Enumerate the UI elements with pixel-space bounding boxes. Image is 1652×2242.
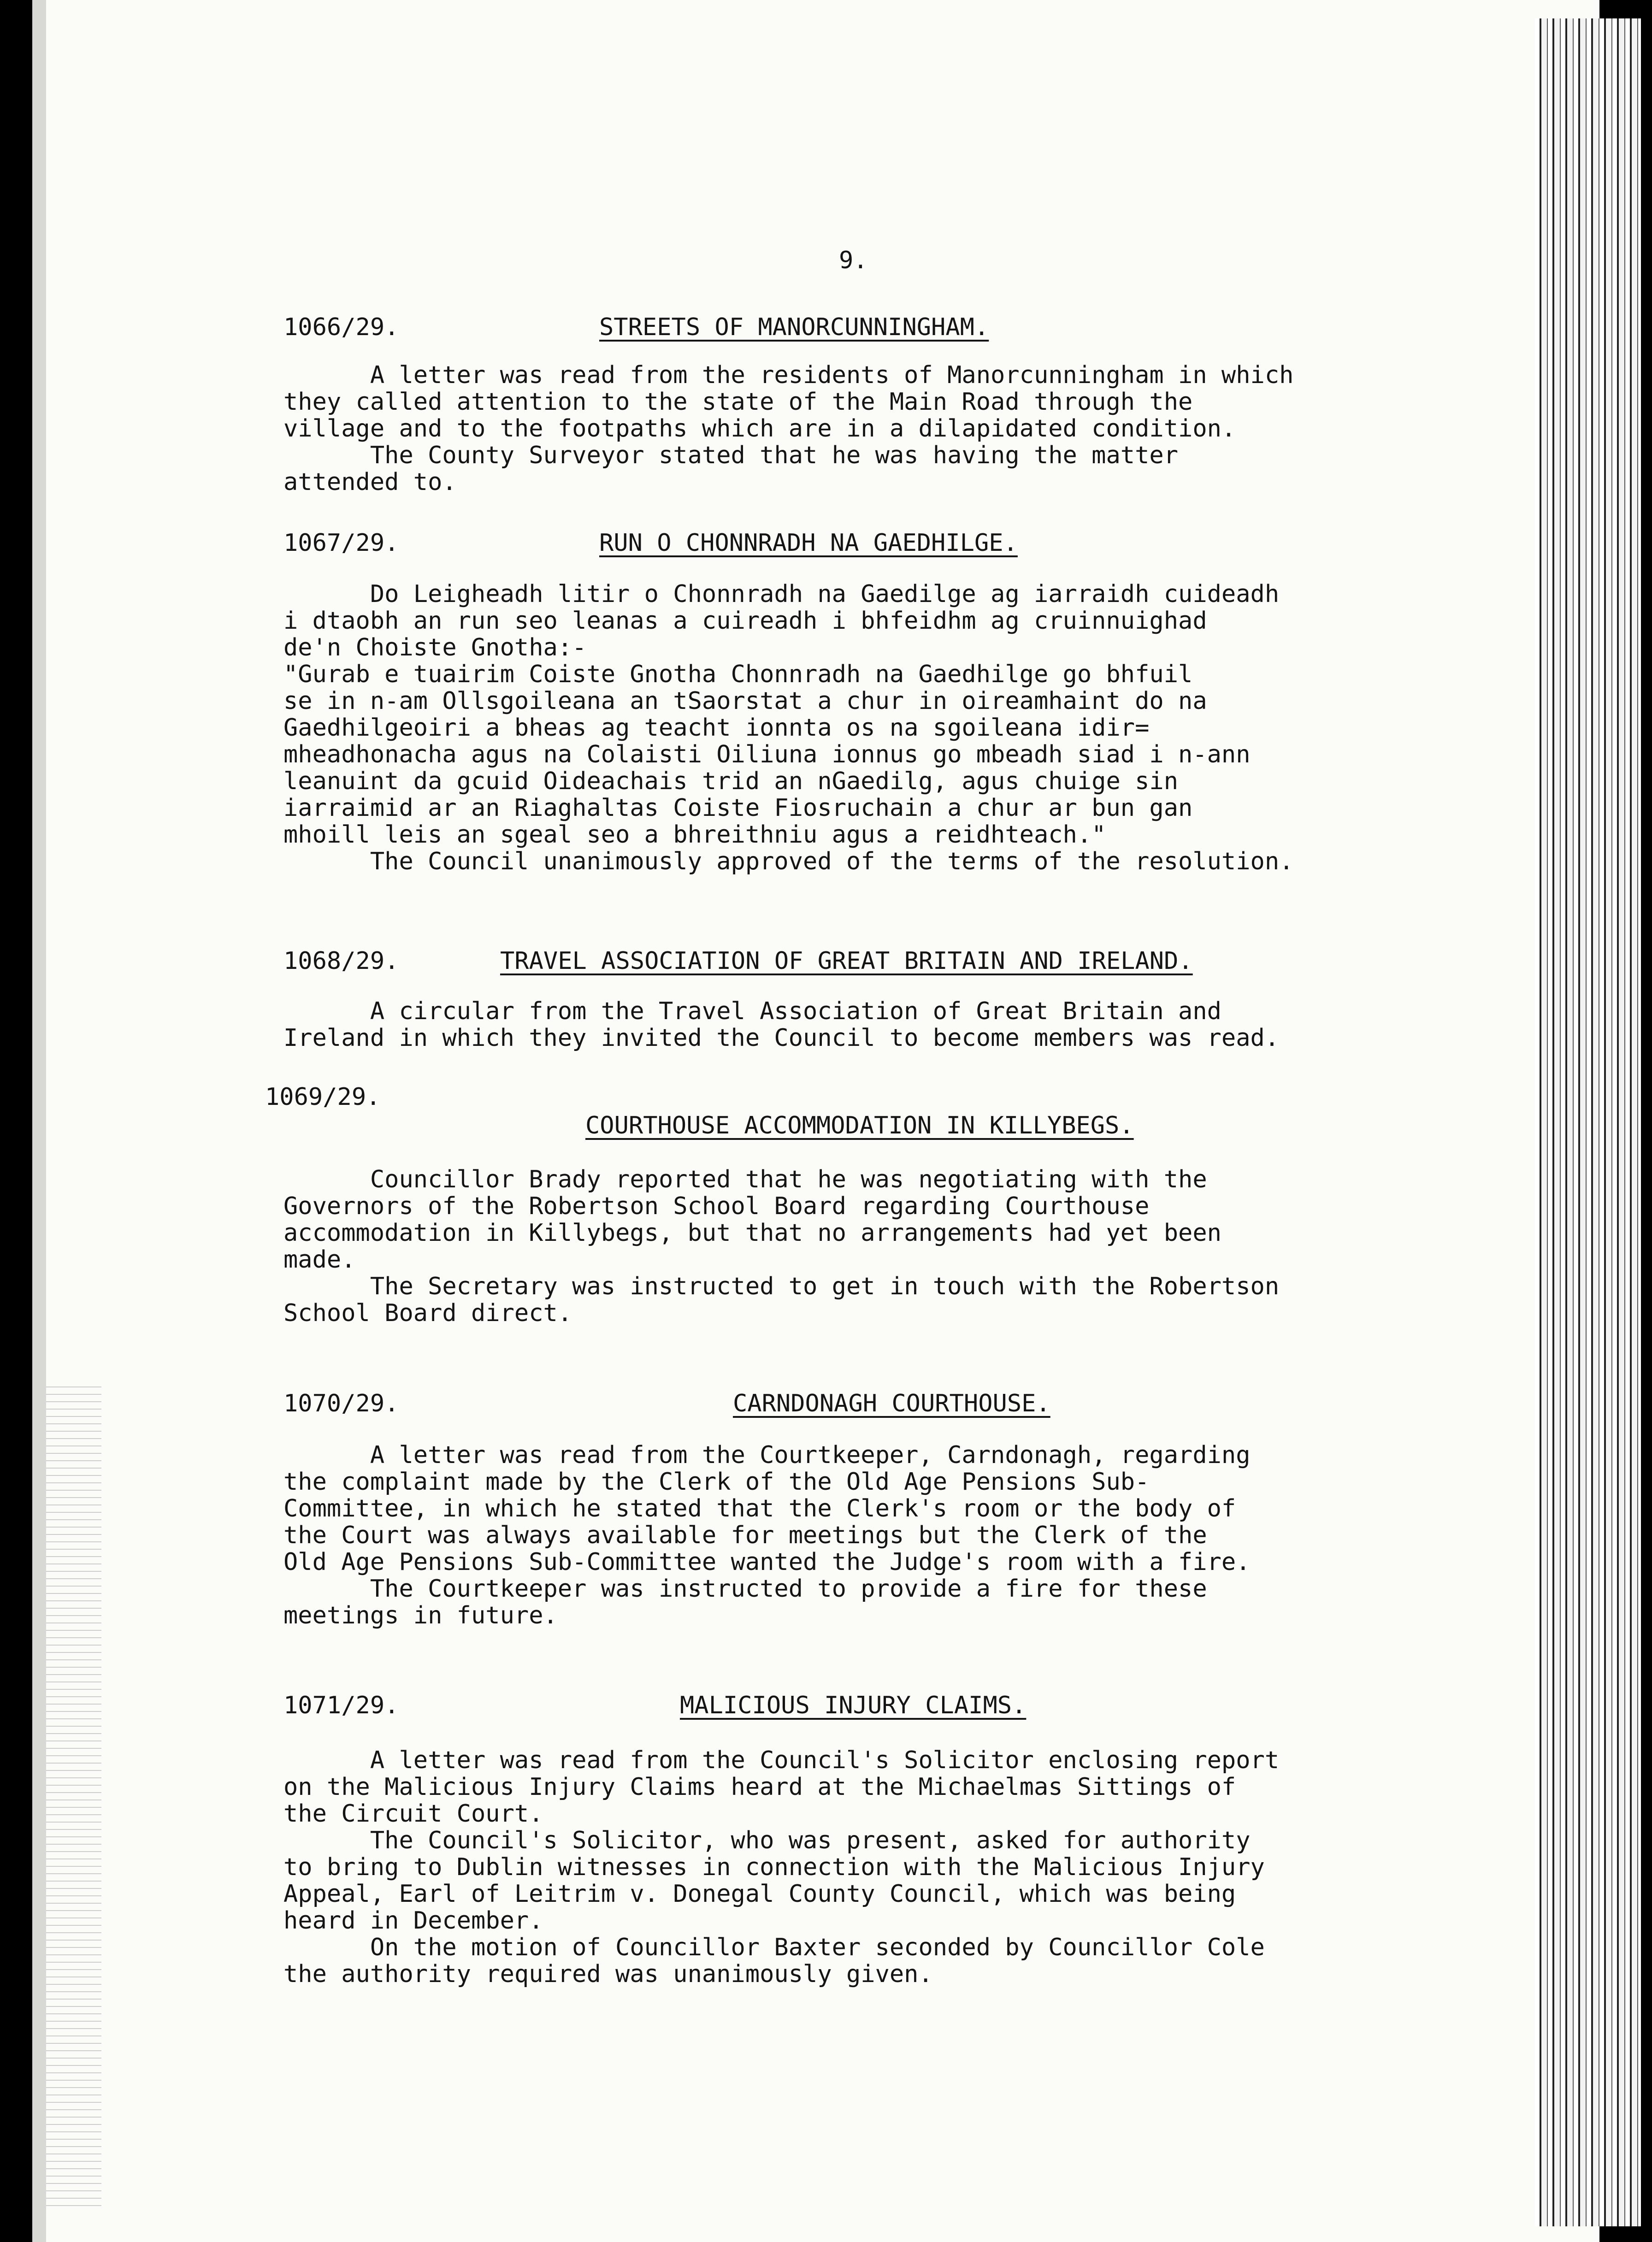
minute-ref: 1070/29. — [283, 1390, 399, 1417]
minute-heading: RUN O CHONNRADH NA GAEDHILGE. — [599, 529, 1018, 557]
minute-paragraph: Councillor Brady reported that he was negotiating with the Governors of the Robertson School Board regarding Courthouse accommodation in Killybegs, but that no arrangements had yet been made. The Secretary was instructed to get in touch with the Robertson School Board direct. — [283, 1166, 1280, 1327]
minute-ref: 1067/29. — [283, 529, 399, 557]
page-number: 9. — [839, 247, 868, 274]
minute-paragraph: A circular from the Travel Association of Great Britain and Ireland in which they invited the Council to become members was read. — [283, 997, 1280, 1052]
minute-paragraph: Do Leigheadh litir o Chonnradh na Gaedilge ag iarraidh cuideadh i dtaobh an run seo leanas a cuireadh i bhfeidhm ag cruinnuighad de'n Choiste Gnotha:- "Gurab e tuairim Coiste Gnotha Chonnradh na Gaedhilge go bhfuil se in n-am Ollsgoileana an tSaorstat a chur in oireamhaint do na Gaedhilgeoiri a bheas ag teacht ionnta os na sgoileana idir= mheadhonacha agus na Colaisti Oiliuna ionnus go mbeadh siad i n-ann leanuint da gcuid Oideachais trid an nGaedilg, agus chuige sin iarraimid ar an Riaghaltas Coiste Fiosruchain a chur ar bun gan mhoill leis an sgeal seo a bhreithniu agus a reidhteach." The Council unanimously approved of the terms of the resolution. — [283, 580, 1294, 875]
minute-paragraph: A letter was read from the residents of Manorcunningham in which they called attention to the state of the Main Road through the village and to the footpaths which are in a dilapidated condition. The County Surveyor stated that he was having the matter attended to. — [283, 361, 1294, 496]
scan-noise — [46, 1383, 101, 2212]
minute-paragraph: A letter was read from the Courtkeeper, Carndonagh, regarding the complaint made by the Clerk of the Old Age Pensions Sub- Committee, in which he stated that the Clerk's room or the body of the Court was always available for meetings but the Clerk of the Old Age Pensions Sub-Committee wanted the Judge's room with a fire. The Courtkeeper was instructed to provide a fire for these meetings in future. — [283, 1441, 1251, 1629]
minute-heading: COURTHOUSE ACCOMMODATION IN KILLYBEGS. — [585, 1112, 1134, 1139]
minute-ref: 1066/29. — [283, 313, 399, 341]
minute-ref: 1071/29. — [283, 1692, 399, 1719]
minute-heading: TRAVEL ASSOCIATION OF GREAT BRITAIN AND IRELAND. — [500, 947, 1193, 975]
minute-ref: 1068/29. — [283, 947, 399, 975]
minute-paragraph: A letter was read from the Council's Solicitor enclosing report on the Malicious Injury Claims heard at the Michaelmas Sittings of the Circuit Court. The Council's Solicitor, who was present, asked for authority to bring to Dublin witnesses in connection with the Malicious Injury Appeal, Earl of Leitrim v. Donegal County Council, which was being heard in December. On the motion of Councillor Baxter seconded by Councillor Cole the authority required was unanimously given. — [283, 1746, 1280, 1988]
page-edge-stack — [1535, 18, 1641, 2226]
minute-ref: 1069/29. — [265, 1083, 381, 1111]
minute-heading: MALICIOUS INJURY CLAIMS. — [680, 1692, 1027, 1719]
minute-heading: STREETS OF MANORCUNNINGHAM. — [599, 313, 989, 341]
minute-heading: CARNDONAGH COURTHOUSE. — [733, 1390, 1050, 1417]
